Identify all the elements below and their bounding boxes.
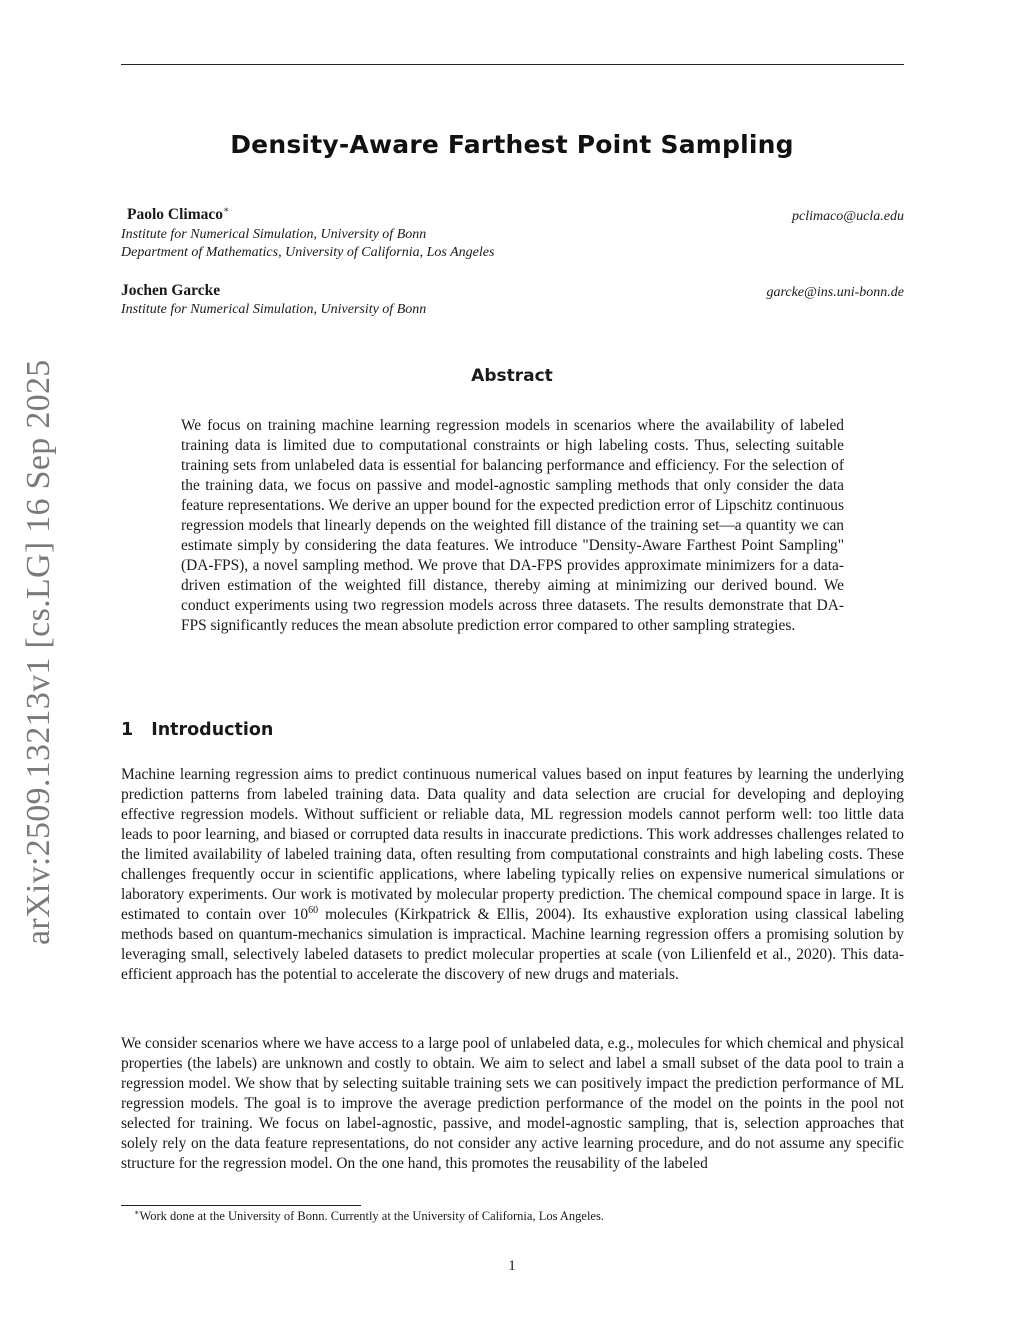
- author-2-name: Jochen Garcke: [121, 282, 221, 299]
- footnote-text: Work done at the University of Bonn. Currently at the University of California, Los Angeles.: [139, 1209, 604, 1223]
- section-number: 1: [121, 720, 134, 740]
- author-1-affiliation-2: Department of Mathematics, University of California, Los Angeles: [121, 245, 495, 260]
- molecule-count-exponent: 60: [308, 904, 319, 916]
- footnote-rule: [121, 1205, 361, 1206]
- author-1-email[interactable]: pclimaco@ucla.edu: [791, 209, 904, 224]
- abstract-text: We focus on training machine learning regression models in scenarios where the availability of labeled training data is limited due to computational constraints or high labeling costs. Thus, selecting suitable training sets from unlabeled data is essential for balancing performance and efficiency. For the selection of the training data, we focus on passive and model-agnostic sampling methods that only consider the data feature representations. We derive an upper bound for the expected prediction error of Lipschitz continuous regression models that linearly depends on the weighted fill distance of the training set—a quantity we can estimate simply by considering the data features. We introduce "Density-Aware Farthest Point Sampling" (DA-FPS), a novel sampling method. We prove that DA-FPS provides approximate minimizers for a data-driven estimation of the weighted fill distance, thereby aiming at minimizing our derived bound. We conduct experiments using two regression models across three datasets. The results demonstrate that DA-FPS significantly reduces the mean absolute prediction error compared to other sampling strategies.: [181, 417, 844, 634]
- top-rule: [121, 64, 904, 65]
- intro-paragraph-1-part-b: molecules (Kirkpatrick & Ellis, 2004). Its exhaustive exploration using classical labeling methods based on quantum-mechanics simulation is impractical. Machine learning regression offers a promising solution by leveraging small, selectively labeled datasets to predict molecular properties at scale (von Lilienfeld et al., 2020). This data-efficient approach has the potential to accelerate the discovery of new drugs and materials.: [121, 906, 904, 983]
- author-2-affiliation-1: Institute for Numerical Simulation, University of Bonn: [121, 302, 427, 317]
- author-1-name: Paolo Climaco: [127, 206, 223, 223]
- author-1-footnote-mark: ∗: [223, 204, 230, 215]
- page-number: 1: [508, 1258, 516, 1274]
- intro-paragraph-2: We consider scenarios where we have access to a large pool of unlabeled data, e.g., molecules for which chemical and physical properties (the labels) are unknown and costly to obtain. We aim to select and label a small subset of the data pool to train a regression model. We show that by selecting suitable training sets we can positively impact the prediction performance of ML regression models. The goal is to improve the average prediction performance of the model on the points in the pool not selected for training. We focus on label-agnostic, passive, and model-agnostic sampling, that is, selection approaches that solely rely on the data feature representations, do not consider any active learning procedure, and do not assume any specific structure for the regression model. On the one hand, this promotes the reusability of the labeled: [121, 1035, 904, 1172]
- author-2-email[interactable]: garcke@ins.uni-bonn.de: [766, 285, 904, 300]
- intro-paragraph-1: [121, 765, 904, 985]
- abstract-heading: Abstract: [471, 366, 553, 386]
- section-heading: [121, 720, 273, 740]
- arxiv-identifier[interactable]: arXiv:2509.13213v1 [cs.LG] 16 Sep 2025: [20, 359, 57, 945]
- paper-title: Density-Aware Farthest Point Sampling: [230, 130, 794, 159]
- section-title: Introduction: [151, 720, 274, 740]
- footnote: [134, 1209, 604, 1224]
- molecule-count-base: 10: [292, 906, 309, 923]
- footnote-mark: ∗: [134, 1207, 140, 1217]
- author-1-affiliation-1: Institute for Numerical Simulation, University of Bonn: [121, 227, 427, 242]
- intro-paragraph-1-part-a: Machine learning regression aims to predict continuous numerical values based on input features by learning the underlying prediction patterns from labeled training data. Data quality and data selection are crucial for developing and deploying effective regression models. Without sufficient or reliable data, ML regression models cannot perform well: too little data leads to poor learning, and biased or corrupted data results in inaccurate predictions. This work addresses challenges related to the limited availability of labeled training data, often resulting from computational constraints and high labeling costs. These challenges frequently occur in scientific applications, where labeling typically relies on expensive numerical simulations or laboratory experiments. Our work is motivated by molecular property prediction. The chemical compound space in large. It is estimated to contain over: [121, 766, 904, 923]
- author-1-name-block: [127, 206, 229, 224]
